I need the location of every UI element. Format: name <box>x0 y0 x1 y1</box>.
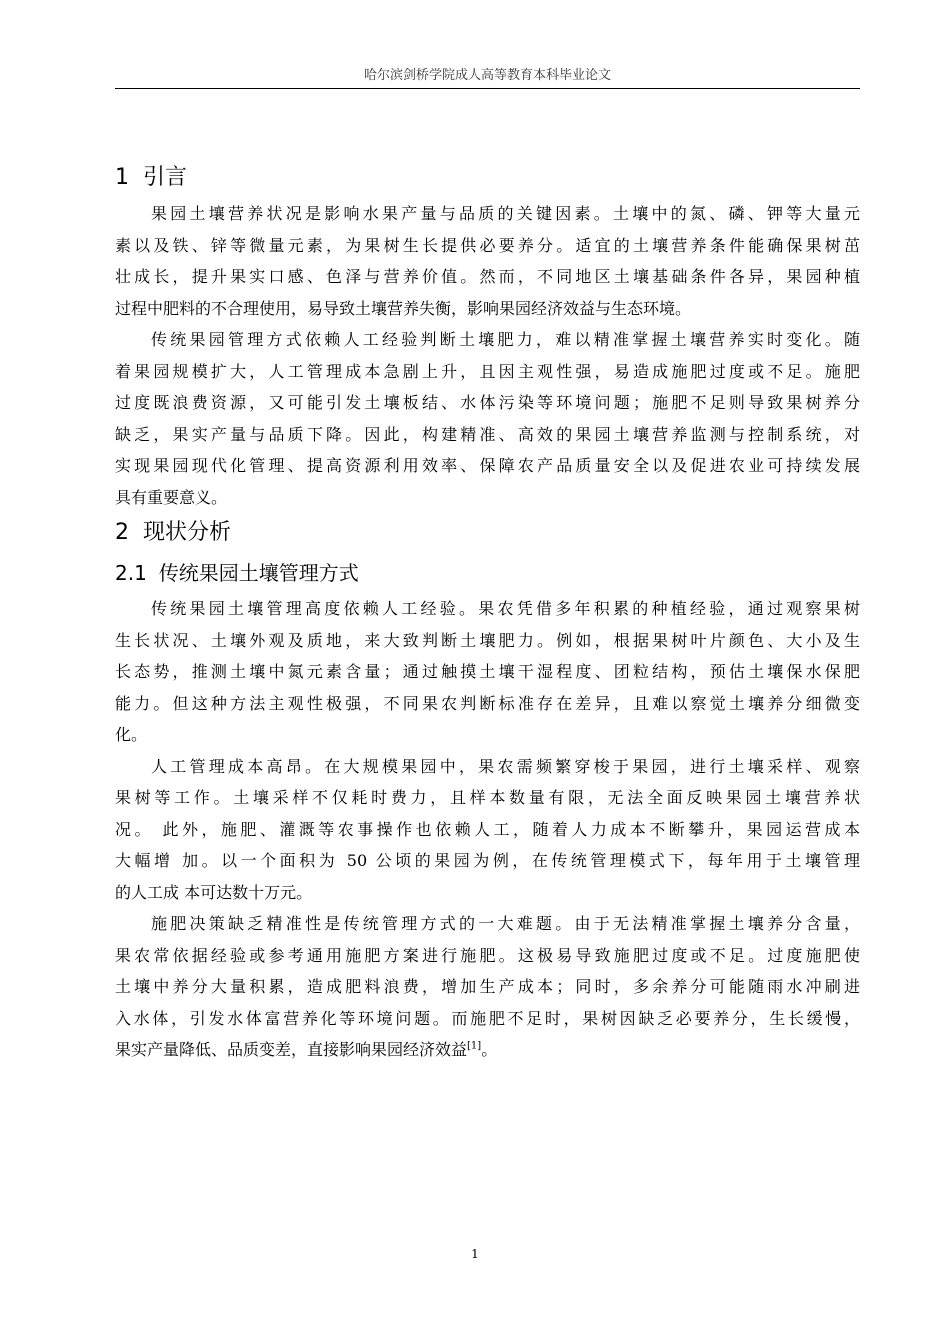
text-line: 缺乏，果实产量与品质下降。因此，构建精准、高效的果园土壤营养监测与控制系统，对 <box>115 424 860 444</box>
header-rule <box>115 88 860 89</box>
text-line: 果农常依据经验或参考通用施肥方案进行施肥。这极易导致施肥过度或不足。过度施肥使 <box>115 945 860 965</box>
section-heading-2 <box>115 513 860 553</box>
text-line: 施肥决策缺乏精准性是传统管理方式的一大难题。由于无法精准掌握土壤养分含量， <box>151 914 860 933</box>
text-line: 的人工成 本可达数十万元。 <box>115 882 313 902</box>
text-line: 生长状况、土壤外观及质地，来大致判断土壤肥力。例如，根据果树叶片颜色、大小及生 <box>115 630 860 650</box>
subsection-title: 传统果园土壤管理方式 <box>158 561 359 585</box>
sentence-end: 。 <box>481 1040 498 1059</box>
text-line: 果园土壤营养状况是影响水果产量与品质的关键因素。土壤中的氮、磷、钾等大量元 <box>151 204 860 223</box>
section-title: 引言 <box>143 165 188 190</box>
text-line: 大幅增 加。以一个面积为 50 公顷的果园为例，在传统管理模式下，每年用于土壤管理 <box>115 851 860 870</box>
page-body <box>115 158 860 1066</box>
section-number: 2 <box>115 520 129 545</box>
paragraph-traditional-3 <box>115 908 860 1066</box>
text-line: 具有重要意义。 <box>115 487 228 507</box>
text-line: 入水体，引发水体富营养化等环境问题。而施肥不足时，果树因缺乏必要养分，生长缓慢， <box>115 1008 860 1028</box>
text-line: 化。 <box>115 725 148 744</box>
running-header: 哈尔滨剑桥学院成人高等教育本科毕业论文 <box>363 68 611 83</box>
paragraph-intro-1 <box>115 198 860 324</box>
section-heading-1 <box>115 158 860 198</box>
text-line: 素以及铁、锌等微量元素，为果树生长提供必要养分。适宜的土壤营养条件能确保果树茁 <box>115 235 860 255</box>
text-line: 过程中肥料的不合理使用，易导致土壤营养失衡，影响果园经济效益与生态环境。 <box>115 298 692 318</box>
subsection-number: 2.1 <box>115 561 147 585</box>
paragraph-traditional-1 <box>115 593 860 751</box>
text-line: 传统果园管理方式依赖人工经验判断土壤肥力，难以精准掌握土壤营养实时变化。随 <box>151 330 860 349</box>
text-line: 壮成长，提升果实口感、色泽与营养价值。然而，不同地区土壤基础条件各异，果园种植 <box>115 267 860 286</box>
text-line: 果树等工作。土壤采样不仅耗时费力，且样本数量有限，无法全面反映果园土壤营养状 <box>115 788 860 807</box>
text-line-final <box>115 1034 860 1066</box>
section-title: 现状分析 <box>143 520 232 545</box>
text-line: 人工管理成本高昂。在大规模果园中，果农需频繁穿梭于果园，进行土壤采样、观察 <box>151 756 860 776</box>
text-line: 实现果园现代化管理、提高资源利用效率、保障农产品质量安全以及促进农业可持续发展 <box>115 456 860 475</box>
paragraph-intro-2 <box>115 324 860 513</box>
text-line: 传统果园土壤管理高度依赖人工经验。果农凭借多年积累的种植经验，通过观察果树 <box>151 599 860 618</box>
text-line: 着果园规模扩大，人工管理成本急剧上升，且因主观性强，易造成施肥过度或不足。施肥 <box>115 361 860 381</box>
text-line: 果实产量降低、品质变差，直接影响果园经济效益 <box>115 1040 468 1059</box>
citation-reference[interactable]: [1] <box>467 1040 482 1052</box>
text-line: 长态势，推测土壤中氮元素含量；通过触摸土壤干湿程度、团粒结构，预估土壤保水保肥 <box>115 662 860 681</box>
paragraph-traditional-2 <box>115 751 860 909</box>
text-line: 况。 此外，施肥、灌溉等农事操作也依赖人工，随着人力成本不断攀升，果园运营成本 <box>115 819 860 839</box>
text-line: 过度既浪费资源，又可能引发土壤板结、水体污染等环境问题；施肥不足则导致果树养分 <box>115 393 860 412</box>
section-number: 1 <box>115 165 129 190</box>
text-line: 能力。但这种方法主观性极强，不同果农判断标准存在差异，且难以察觉土壤养分细微变 <box>115 693 860 713</box>
page-number: 1 <box>471 1247 479 1261</box>
subsection-heading-2-1 <box>115 553 860 593</box>
text-line: 土壤中养分大量积累，造成肥料浪费，增加生产成本；同时，多余养分可能随雨水冲刷进 <box>115 977 860 996</box>
